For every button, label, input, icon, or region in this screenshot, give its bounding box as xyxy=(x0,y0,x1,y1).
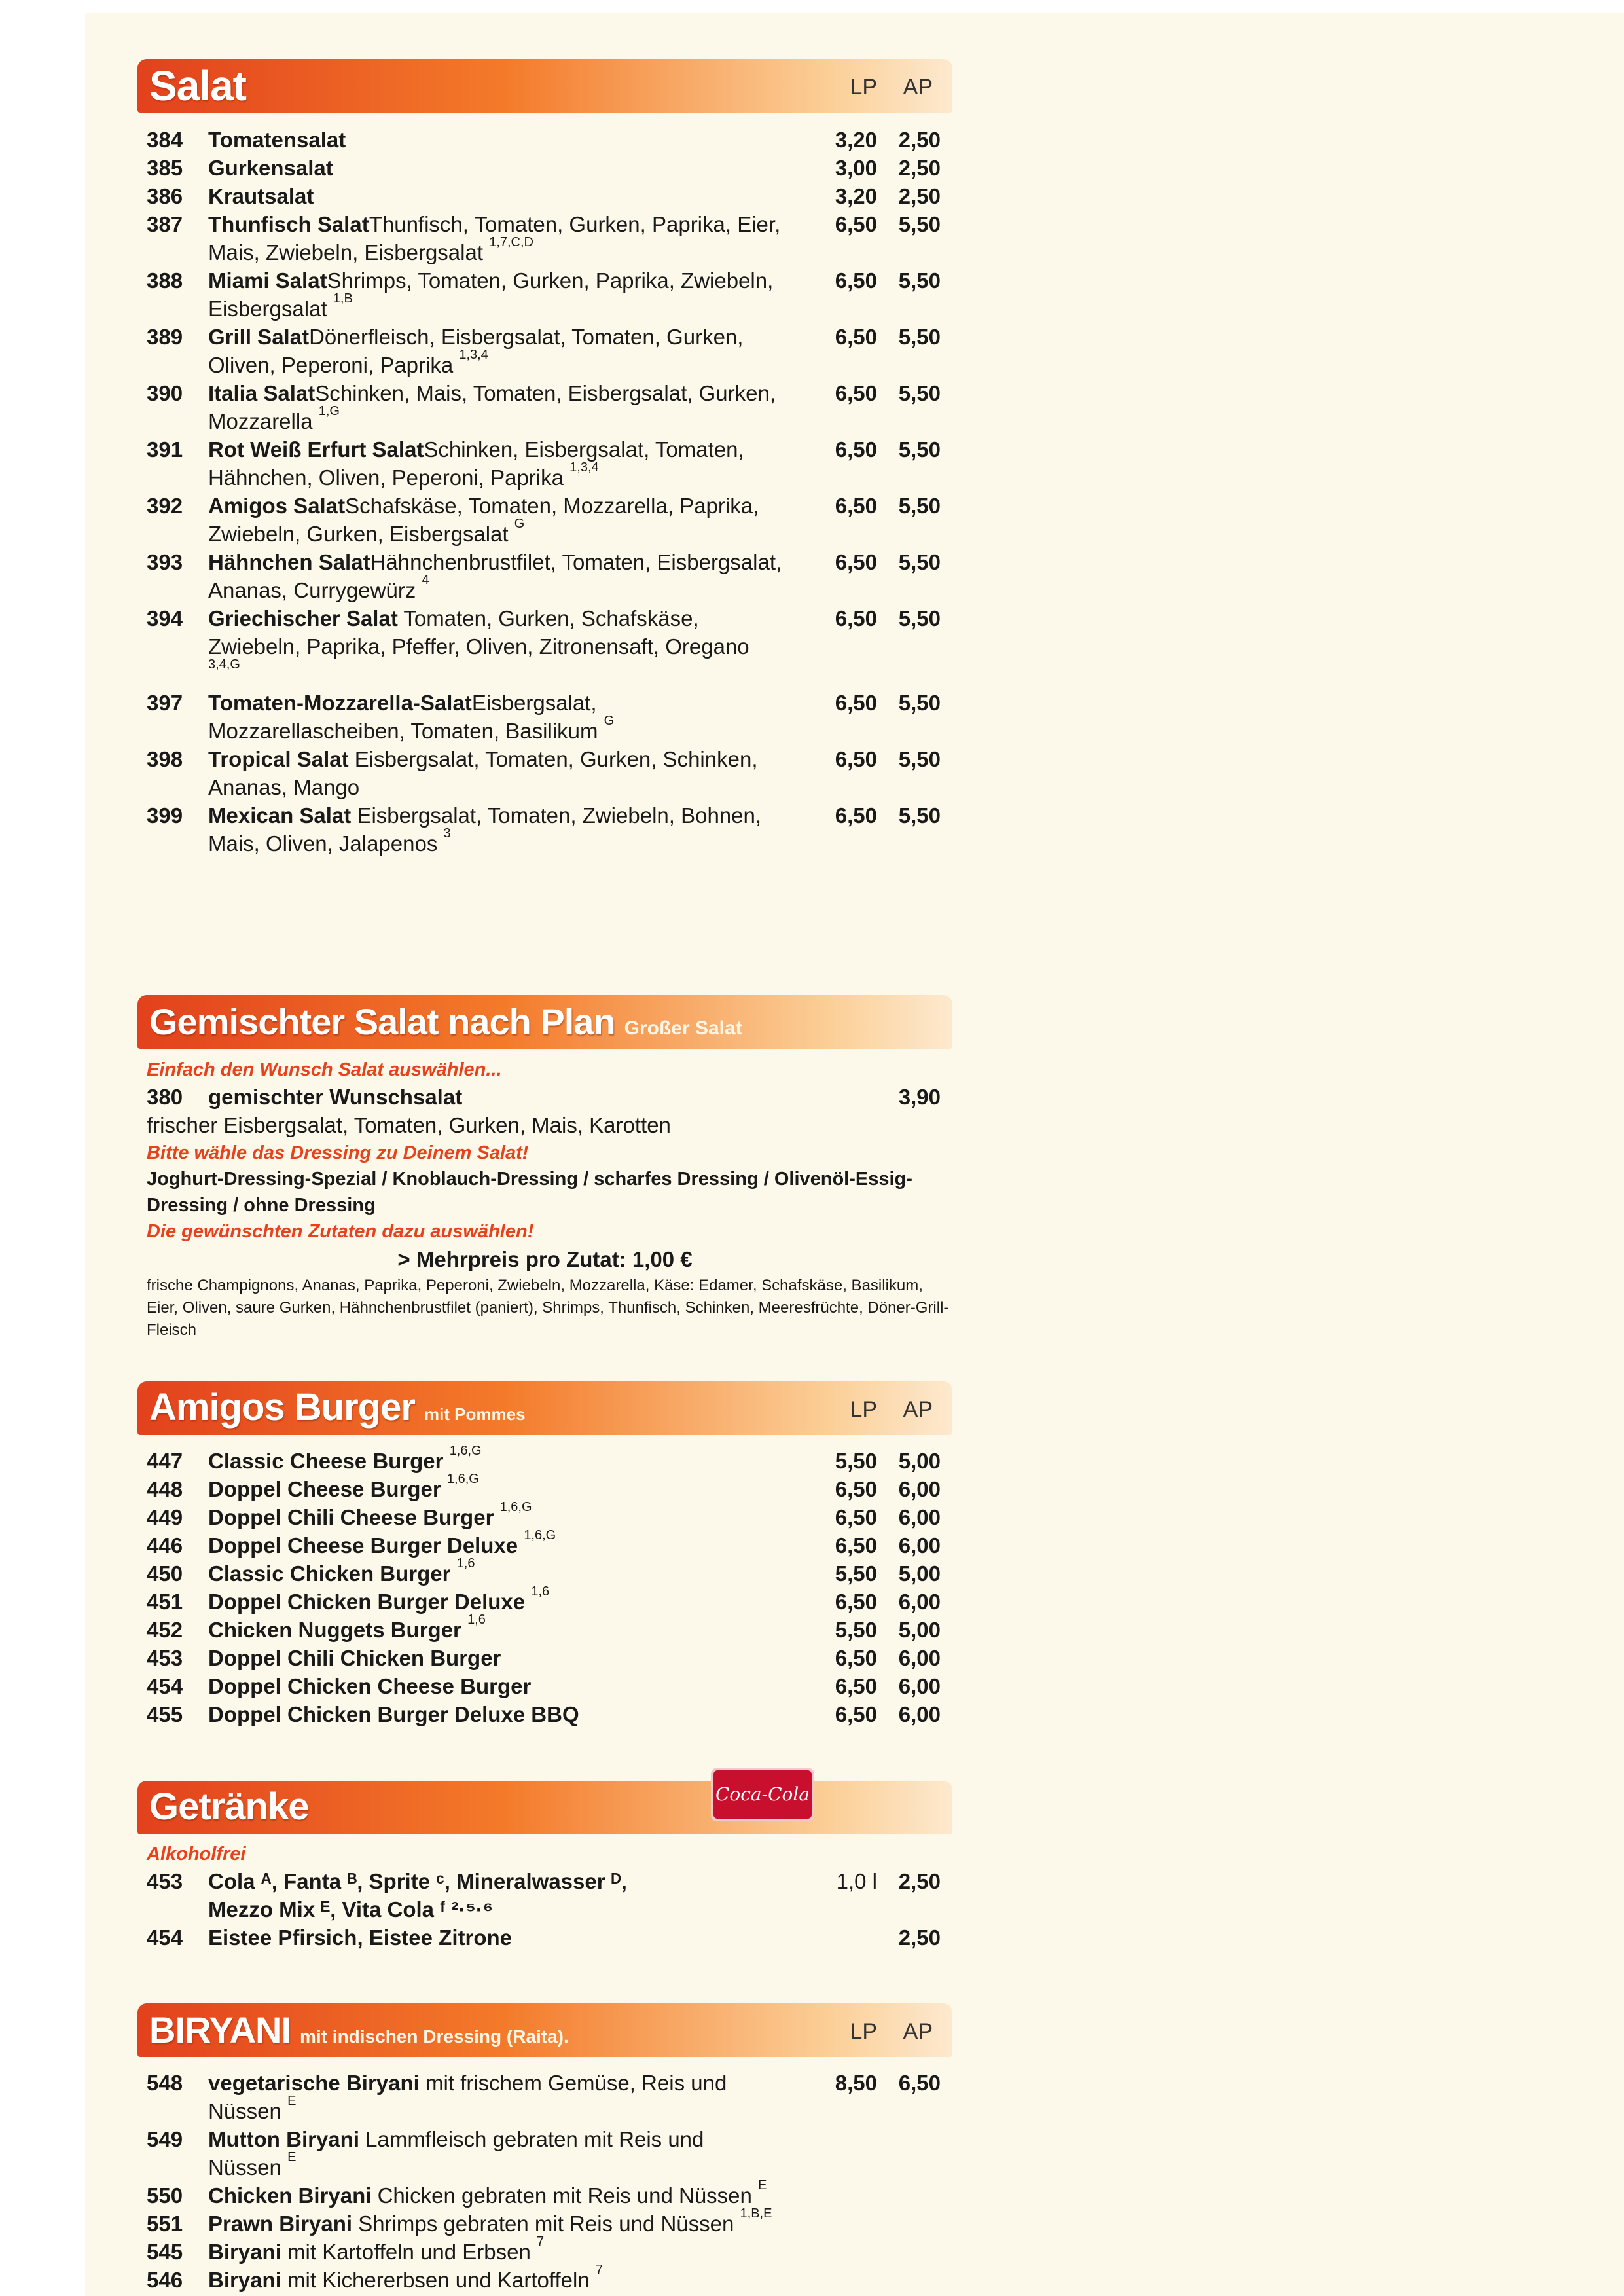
price-ap: 2,50 xyxy=(898,128,941,152)
item-number: 451 xyxy=(147,1590,183,1614)
item-number: 398 xyxy=(147,747,183,771)
section-title: Amigos Burger mit Pommes xyxy=(149,1386,526,1429)
item-footnote: 1,3,4 xyxy=(569,460,599,475)
menu-item[interactable] xyxy=(137,801,952,858)
salat-basis: frischer Eisbergsalat, Tomaten, Gurken, Mais, Karotten xyxy=(147,1113,671,1137)
item-text xyxy=(208,2069,782,2125)
hint-zutaten: Die gewünschten Zutaten dazu auswählen! xyxy=(147,1221,534,1242)
item-name: Tomaten-Mozzarella-Salat xyxy=(208,691,472,715)
item-number: 549 xyxy=(147,2127,183,2151)
header-lp: LP xyxy=(850,2019,877,2044)
price-lp: 6,50 xyxy=(835,747,877,771)
price-lp: 6,50 xyxy=(835,1533,877,1558)
item-name: vegetarische Biryani xyxy=(208,2071,420,2095)
item-number: 387 xyxy=(147,212,183,236)
menu-item[interactable] xyxy=(137,2263,952,2294)
mehrpreis: > Mehrpreis pro Zutat: 1,00 € xyxy=(397,1247,693,1271)
item-text xyxy=(208,323,782,379)
item-footnote: 1,G xyxy=(318,404,340,418)
item-name: Doppel Chicken Burger Deluxe xyxy=(208,1590,526,1614)
price-lp: 6,50 xyxy=(835,268,877,293)
hint-dressing: Bitte wähle das Dressing zu Deinem Salat! xyxy=(147,1142,529,1163)
item-text xyxy=(208,2206,782,2238)
price-lp: 6,50 xyxy=(835,381,877,405)
section-title: Salat xyxy=(149,62,246,109)
item-number: 446 xyxy=(147,1533,183,1558)
item-footnote: 1,6,G xyxy=(524,1528,556,1542)
price-ap: 5,50 xyxy=(898,325,941,349)
item-text xyxy=(208,1444,782,1475)
item-footnote: 1,6,G xyxy=(449,1444,482,1458)
price-ap: 5,50 xyxy=(898,381,941,405)
item-name: Chicken Biryani xyxy=(208,2183,372,2208)
item-text xyxy=(208,1700,782,1728)
price: 2,50 xyxy=(898,1925,941,1950)
item-text xyxy=(208,1923,782,1952)
coca-cola-logo: Coca-Cola xyxy=(713,1770,812,1819)
menu-item[interactable] xyxy=(137,266,952,323)
zutaten-liste: frische Champignons, Ananas, Paprika, Peperoni, Zwiebeln, Mozzarella, Käse: Edamer, Schafskäse, Basilikum, Eier, Oliven, saure Gurken, Hähnchenbrustfilet (paniert), Shrimps, Thunfisch, Schinken, Meeresfrüchte, Döner-Grill-Fleisch xyxy=(147,1277,949,1339)
header-ap: AP xyxy=(903,75,933,100)
menu-item[interactable] xyxy=(137,745,952,801)
price-ap: 5,50 xyxy=(898,691,941,715)
item-description: Eisbergsalat, Tomaten, Zwiebeln, Bohnen, Mais, Oliven, Jalapenos xyxy=(208,803,762,856)
item-footnote: 1,B xyxy=(333,291,353,306)
price-lp: 8,50 xyxy=(835,2071,877,2095)
price-ap: 5,50 xyxy=(898,494,941,518)
item-name-line2: Mezzo Mix ᴱ, Vita Cola ᶠ ²·⁵·⁶ xyxy=(208,1897,494,1922)
hint-salat-auswaehlen: Einfach den Wunsch Salat auswählen... xyxy=(147,1059,502,1080)
item-text xyxy=(208,126,782,154)
item-text xyxy=(208,1867,782,1923)
item-number: 384 xyxy=(147,128,183,152)
price-ap: 5,50 xyxy=(898,606,941,630)
item-number: 397 xyxy=(147,691,183,715)
item-name: Griechischer Salat xyxy=(208,606,398,630)
banner-biryani xyxy=(137,2003,952,2057)
item-footnote: 7 xyxy=(536,2234,545,2249)
price-ap: 6,00 xyxy=(898,1702,941,1726)
menu-item[interactable] xyxy=(137,1700,952,1728)
header-ap: AP xyxy=(903,2019,933,2044)
item-number: 454 xyxy=(147,1674,183,1698)
item-text xyxy=(208,1644,782,1672)
section-title: Getränke xyxy=(149,1785,309,1828)
menu-item[interactable] xyxy=(137,2234,952,2266)
salat-list xyxy=(137,126,952,858)
item-text xyxy=(208,2178,782,2210)
item-number: 452 xyxy=(147,1618,183,1642)
item-description: mit Kartoffeln und Erbsen xyxy=(281,2240,531,2264)
item-name: Chicken Nuggets Burger xyxy=(208,1618,461,1642)
item-name: Miami Salat xyxy=(208,268,327,293)
price-ap: 6,00 xyxy=(898,1505,941,1529)
burger-list xyxy=(137,1444,952,1728)
price-ap: 2,50 xyxy=(898,156,941,180)
item-footnote: G xyxy=(604,714,615,728)
item-description: Shrimps, Tomaten, Gurken, Paprika, Zwiebeln, Eisbergsalat xyxy=(208,268,774,321)
item-name: Doppel Chili Cheese Burger xyxy=(208,1505,494,1529)
price-lp: 6,50 xyxy=(835,1702,877,1726)
price-lp: 6,50 xyxy=(835,437,877,462)
item-footnote: E xyxy=(287,2150,297,2164)
hint-alkoholfrei: Alkoholfrei xyxy=(147,1844,246,1865)
item-name: Mutton Biryani xyxy=(208,2127,359,2151)
price-lp: 5,50 xyxy=(835,1618,877,1642)
item-name: Eistee Pfirsich, Eistee Zitrone xyxy=(208,1925,512,1950)
item-footnote: 1,6 xyxy=(467,1613,486,1627)
item-name: Biryani xyxy=(208,2268,281,2292)
item-text xyxy=(208,1500,782,1531)
price-lp: 6,50 xyxy=(835,1477,877,1501)
item-footnote: E xyxy=(758,2178,767,2193)
price-lp: 6,50 xyxy=(835,1505,877,1529)
price-ap: 6,00 xyxy=(898,1533,941,1558)
item-name: Doppel Chicken Burger Deluxe BBQ xyxy=(208,1702,579,1726)
price-lp: 6,50 xyxy=(835,325,877,349)
section-salat xyxy=(137,59,952,858)
biryani-list xyxy=(137,2069,952,2294)
menu-page xyxy=(85,13,1624,2296)
item-text xyxy=(208,2125,782,2181)
item-name: Mexican Salat xyxy=(208,803,352,828)
dressing-options: Joghurt-Dressing-Spezial / Knoblauch-Dressing / scharfes Dressing / Olivenöl-Essig-Dressing / ohne Dressing xyxy=(147,1169,912,1216)
price-lp: 3,20 xyxy=(835,128,877,152)
price-lp: 6,50 xyxy=(835,803,877,828)
item-number: 448 xyxy=(147,1477,183,1501)
price-lp: 6,50 xyxy=(835,550,877,574)
item-description: mit Kichererbsen und Kartoffeln xyxy=(281,2268,590,2292)
item-footnote: 4 xyxy=(422,573,429,587)
item-number: 385 xyxy=(147,156,183,180)
item-description: Lammfleisch gebraten mit Reis und Nüssen xyxy=(208,2127,704,2179)
item-text xyxy=(208,1584,782,1616)
item-number: 388 xyxy=(147,268,183,293)
item-text xyxy=(208,604,782,689)
menu-item[interactable] xyxy=(137,1613,952,1644)
item-description: Thunfisch, Tomaten, Gurken, Paprika, Eier, Mais, Zwiebeln, Eisbergsalat xyxy=(208,212,781,264)
menu-item[interactable] xyxy=(137,154,952,182)
item-number: 453 xyxy=(147,1646,183,1670)
item-name: Thunfisch Salat xyxy=(208,212,369,236)
price-ap: 5,50 xyxy=(898,212,941,236)
item-name: Amigos Salat xyxy=(208,494,346,518)
item-description: mit frischem Gemüse, Reis und Nüssen xyxy=(208,2071,727,2123)
menu-item[interactable] xyxy=(137,1556,952,1588)
item-name: Italia Salat xyxy=(208,381,316,405)
item-text xyxy=(208,548,782,604)
item-description: Hähnchenbrustfilet, Tomaten, Eisbergsalat, Ananas, Currygewürz xyxy=(208,550,782,602)
item-number: 390 xyxy=(147,381,183,405)
price-ap: 5,50 xyxy=(898,550,941,574)
banner-gemischter-salat xyxy=(137,995,952,1049)
price-ap: 5,00 xyxy=(898,1618,941,1642)
menu-item[interactable] xyxy=(137,2069,952,2125)
item-text xyxy=(208,2234,782,2266)
item-description: Schinken, Mais, Tomaten, Eisbergsalat, Gurken, Mozzarella xyxy=(208,381,776,433)
item-number: 399 xyxy=(147,803,183,828)
item-footnote: 7 xyxy=(595,2263,603,2277)
item-name: Krautsalat xyxy=(208,184,314,208)
item-text xyxy=(208,1528,782,1559)
banner-salat xyxy=(137,59,952,113)
price-lp: 6,50 xyxy=(835,212,877,236)
price-lp: 5,50 xyxy=(835,1449,877,1473)
menu-item[interactable] xyxy=(137,323,952,379)
menu-item[interactable]: 380 gemischter Wunschsalat 3,90 xyxy=(147,1085,941,1109)
item-number: 389 xyxy=(147,325,183,349)
item-name: Doppel Chili Chicken Burger xyxy=(208,1646,501,1670)
item-name: Grill Salat xyxy=(208,325,310,349)
item-text xyxy=(208,492,782,548)
item-footnote: G xyxy=(514,517,525,531)
price-lp: 3,20 xyxy=(835,184,877,208)
item-text xyxy=(208,1556,782,1588)
menu-item[interactable] xyxy=(137,435,952,492)
menu-item[interactable] xyxy=(137,1472,952,1503)
item-description: Shrimps gebraten mit Reis und Nüssen xyxy=(352,2212,734,2236)
price-ap: 2,50 xyxy=(898,184,941,208)
price-lp: 6,50 xyxy=(835,1674,877,1698)
price-ap: 5,00 xyxy=(898,1449,941,1473)
item-footnote: 3 xyxy=(443,826,451,841)
header-lp: LP xyxy=(850,75,877,100)
section-title: BIRYANI mit indischen Dressing (Raita). xyxy=(149,2009,569,2050)
price-lp: 6,50 xyxy=(835,1590,877,1614)
item-footnote: 1,B,E xyxy=(740,2206,772,2221)
menu-item[interactable] xyxy=(137,182,952,210)
item-name: Hähnchen Salat xyxy=(208,550,370,574)
item-name: Classic Cheese Burger xyxy=(208,1449,444,1473)
item-description: Schinken, Eisbergsalat, Tomaten, Hähnchen, Oliven, Peperoni, Paprika xyxy=(208,437,744,490)
item-text xyxy=(208,435,782,492)
item-number: 449 xyxy=(147,1505,183,1529)
item-number: 386 xyxy=(147,184,183,208)
price-lp: 5,50 xyxy=(835,1561,877,1586)
item-footnote: 1,7,C,D xyxy=(489,235,533,249)
section-gemischter-salat xyxy=(137,995,952,1341)
section-getraenke xyxy=(137,1781,952,1952)
price-lp: 6,50 xyxy=(835,606,877,630)
item-description: Eisbergsalat, Tomaten, Gurken, Schinken, Ananas, Mango xyxy=(208,747,758,799)
item-name: Doppel Cheese Burger xyxy=(208,1477,441,1501)
item-text xyxy=(208,154,782,182)
price-ap: 5,50 xyxy=(898,437,941,462)
item-text xyxy=(208,379,782,435)
item-number: 548 xyxy=(147,2071,183,2095)
banner-getraenke xyxy=(137,1781,952,1834)
price-ap: 5,50 xyxy=(898,803,941,828)
item-footnote: 3,4,G xyxy=(208,657,240,672)
item-number: 450 xyxy=(147,1561,183,1586)
item-description: Eisbergsalat, Mozzarellascheiben, Tomaten, Basilikum xyxy=(208,691,598,743)
item-text xyxy=(208,182,782,210)
price-ap: 6,00 xyxy=(898,1646,941,1670)
item-name: Gurkensalat xyxy=(208,156,333,180)
item-footnote: 1,3,4 xyxy=(459,348,488,362)
item-footnote: 1,6 xyxy=(456,1556,475,1571)
menu-item[interactable] xyxy=(137,492,952,548)
item-number: 454 xyxy=(147,1925,183,1950)
item-description: Chicken gebraten mit Reis und Nüssen xyxy=(371,2183,752,2208)
menu-item[interactable] xyxy=(137,210,952,266)
price-lp: 6,50 xyxy=(835,494,877,518)
item-name: Prawn Biryani xyxy=(208,2212,353,2236)
item-name: Tropical Salat xyxy=(208,747,349,771)
item-number: 550 xyxy=(147,2183,183,2208)
price-ap: 6,50 xyxy=(898,2071,941,2095)
item-name: Cola ᴬ, Fanta ᴮ, Sprite ᶜ, Mineralwasser ᴰ, xyxy=(208,1869,627,1893)
item-number: 392 xyxy=(147,494,183,518)
item-text xyxy=(208,2263,782,2294)
menu-item[interactable] xyxy=(137,2125,952,2181)
menu-item[interactable] xyxy=(137,1528,952,1559)
item-description: Dönerfleisch, Eisbergsalat, Tomaten, Gurken, Oliven, Peperoni, Paprika xyxy=(208,325,744,377)
menu-item[interactable] xyxy=(137,1644,952,1672)
item-name: Rot Weiß Erfurt Salat xyxy=(208,437,424,462)
item-number: 545 xyxy=(147,2240,183,2264)
price-ap: 6,00 xyxy=(898,1477,941,1501)
menu-item[interactable] xyxy=(137,1923,952,1952)
price-ap: 5,00 xyxy=(898,1561,941,1586)
item-name: Classic Chicken Burger xyxy=(208,1561,451,1586)
getraenke-list xyxy=(137,1867,952,1952)
header-lp: LP xyxy=(850,1397,877,1422)
item-number: 546 xyxy=(147,2268,183,2292)
price-lp: 3,00 xyxy=(835,156,877,180)
price-lp: 6,50 xyxy=(835,691,877,715)
item-number: 391 xyxy=(147,437,183,462)
item-size: 1,0 l xyxy=(836,1869,877,1893)
item-number: 447 xyxy=(147,1449,183,1473)
section-biryani xyxy=(137,2003,952,2294)
item-footnote: E xyxy=(287,2094,297,2108)
price-ap: 5,50 xyxy=(898,268,941,293)
menu-item[interactable] xyxy=(137,2178,952,2210)
menu-item[interactable] xyxy=(137,689,952,745)
item-name: Doppel Cheese Burger Deluxe xyxy=(208,1533,518,1558)
menu-item[interactable] xyxy=(137,379,952,435)
menu-item[interactable] xyxy=(137,1672,952,1700)
item-text xyxy=(208,266,782,323)
item-name: Biryani xyxy=(208,2240,281,2264)
item-name: Tomatensalat xyxy=(208,128,346,152)
item-name: Doppel Chicken Cheese Burger xyxy=(208,1674,532,1698)
item-text xyxy=(208,1613,782,1644)
item-text xyxy=(208,1672,782,1700)
item-text xyxy=(208,1472,782,1503)
menu-item[interactable] xyxy=(137,1867,952,1923)
section-amigos-burger xyxy=(137,1381,952,1728)
item-footnote: 1,6 xyxy=(531,1584,550,1599)
item-description: Tomaten, Gurken, Schafskäse, Zwiebeln, Paprika, Pfeffer, Oliven, Zitronensaft, Oregano xyxy=(208,606,749,659)
item-footnote: 1,6,G xyxy=(499,1500,532,1514)
menu-item[interactable] xyxy=(137,126,952,154)
price-lp: 6,50 xyxy=(835,1646,877,1670)
banner-burger xyxy=(137,1381,952,1435)
item-text xyxy=(208,689,782,745)
price-ap: 6,00 xyxy=(898,1590,941,1614)
item-text xyxy=(208,745,782,801)
menu-item[interactable] xyxy=(137,1444,952,1475)
menu-item[interactable] xyxy=(137,548,952,604)
menu-item[interactable] xyxy=(137,1584,952,1616)
item-number: 453 xyxy=(147,1869,183,1893)
menu-item[interactable] xyxy=(137,2206,952,2238)
menu-item[interactable] xyxy=(137,1500,952,1531)
item-footnote: 1,6,G xyxy=(446,1472,479,1486)
section-title: Gemischter Salat nach Plan Großer Salat xyxy=(149,1001,742,1042)
price: 2,50 xyxy=(898,1869,941,1893)
item-description: Schafskäse, Tomaten, Mozzarella, Paprika, Zwiebeln, Gurken, Eisbergsalat xyxy=(208,494,759,546)
item-number: 394 xyxy=(147,606,183,630)
menu-item[interactable] xyxy=(137,604,952,689)
item-number: 551 xyxy=(147,2212,183,2236)
item-text xyxy=(208,210,782,266)
header-ap: AP xyxy=(903,1397,933,1422)
price-ap: 6,00 xyxy=(898,1674,941,1698)
item-number: 455 xyxy=(147,1702,183,1726)
item-number: 393 xyxy=(147,550,183,574)
item-text xyxy=(208,801,782,858)
price-ap: 5,50 xyxy=(898,747,941,771)
